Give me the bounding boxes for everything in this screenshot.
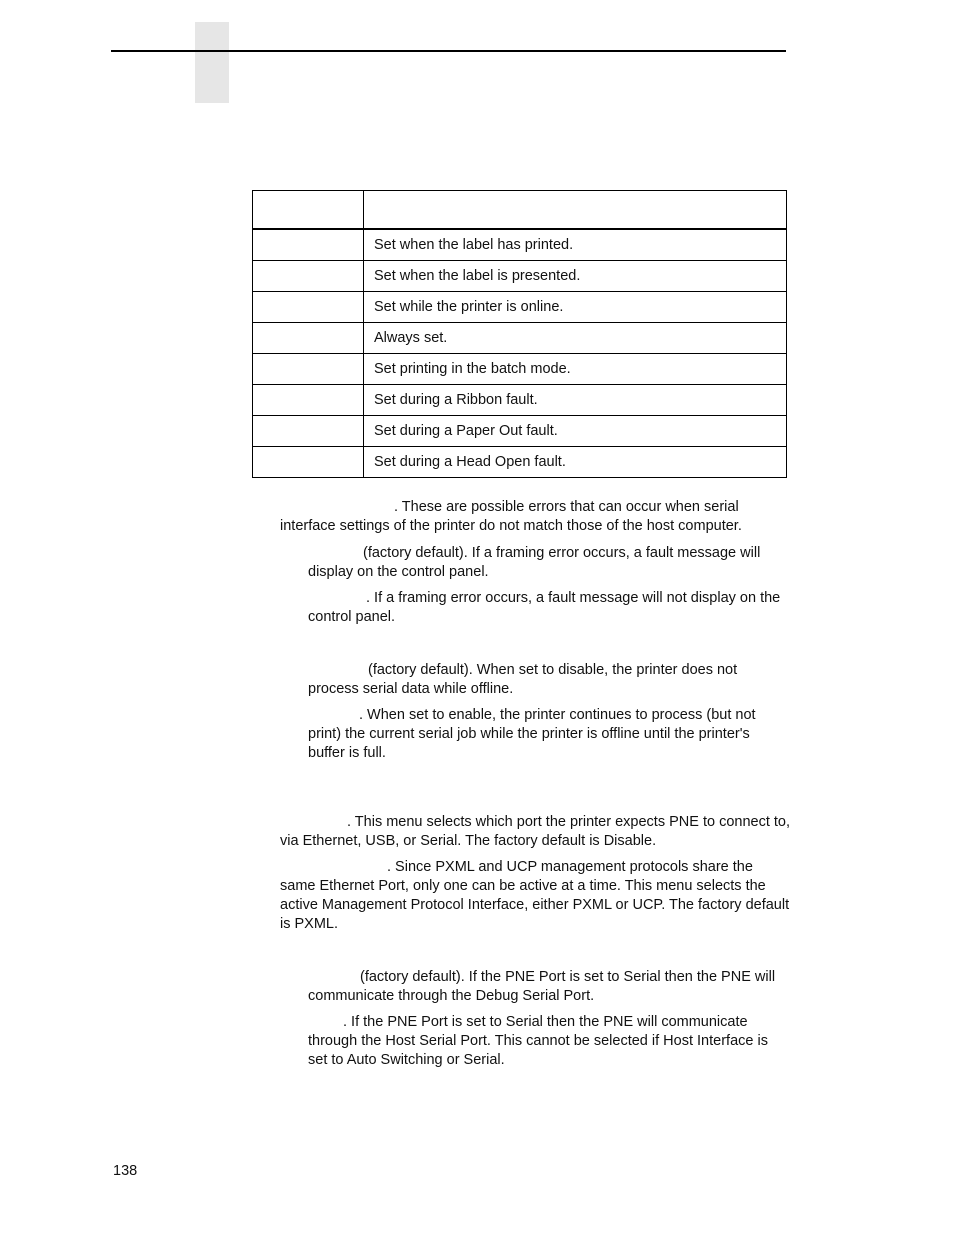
page-number: 138 [113,1163,138,1179]
framing-disable-paragraph: . If a framing error occurs, a fault message will not display on the control panel. [308,590,781,625]
debug-serial-paragraph: (factory default). If the PNE Port is set to Serial then the PNE will communicate through the Debug Serial Port. [308,969,776,1004]
pne-port-paragraph: . This menu selects which port the printer expects PNE to connect to, via Ethernet, USB, or Serial. The factory default is Disable. [280,814,791,849]
offline-enable-paragraph: . When set to enable, the printer continues to process (but not print) the current serial job while the printer is offline until the printer's buffer is full. [308,707,756,761]
description-cell: Set printing in the batch mode. [364,354,787,385]
host-serial-paragraph: . If the PNE Port is set to Serial then the PNE will communicate through the Host Serial Port. This cannot be selected if Host Interface is set to Auto Switching or Serial. [308,1014,768,1068]
framing-enable-paragraph: (factory default). If a framing error occurs, a fault message will display on the control panel. [308,545,761,580]
table-row [253,354,787,385]
description-cell: Always set. [364,323,787,354]
description-cell: Set when the label has printed. [364,229,787,261]
bit-cell [253,229,364,261]
header-rule [111,50,786,52]
bit-cell [253,447,364,478]
description-cell: Set while the printer is online. [364,292,787,323]
bit-cell [253,385,364,416]
bit-cell [253,354,364,385]
table-header-row [253,191,787,230]
bit-cell [253,323,364,354]
management-protocol-paragraph: . Since PXML and UCP management protocols share the same Ethernet Port, only one can be active at a time. This menu selects the active Management Protocol Interface, either PXML or UCP. The factory default is PXML. [280,859,790,932]
offline-disable-paragraph: (factory default). When set to disable, the printer does not process serial data while offline. [308,662,738,697]
chapter-tab [195,22,229,103]
table-row [253,229,787,261]
description-cell: Set when the label is presented. [364,261,787,292]
framing-error-paragraph: . These are possible errors that can occur when serial interface settings of the printer do not match those of the host computer. [280,499,742,534]
table-header-description [364,191,787,230]
table-row [253,323,787,354]
table-header-bit [253,191,364,230]
table-row [253,416,787,447]
table-row [253,261,787,292]
bit-cell [253,416,364,447]
status-bits-table [252,190,787,478]
table-row [253,385,787,416]
description-cell: Set during a Ribbon fault. [364,385,787,416]
table-row [253,447,787,478]
bit-cell [253,261,364,292]
bit-cell [253,292,364,323]
description-cell: Set during a Paper Out fault. [364,416,787,447]
description-cell: Set during a Head Open fault. [364,447,787,478]
table-row [253,292,787,323]
